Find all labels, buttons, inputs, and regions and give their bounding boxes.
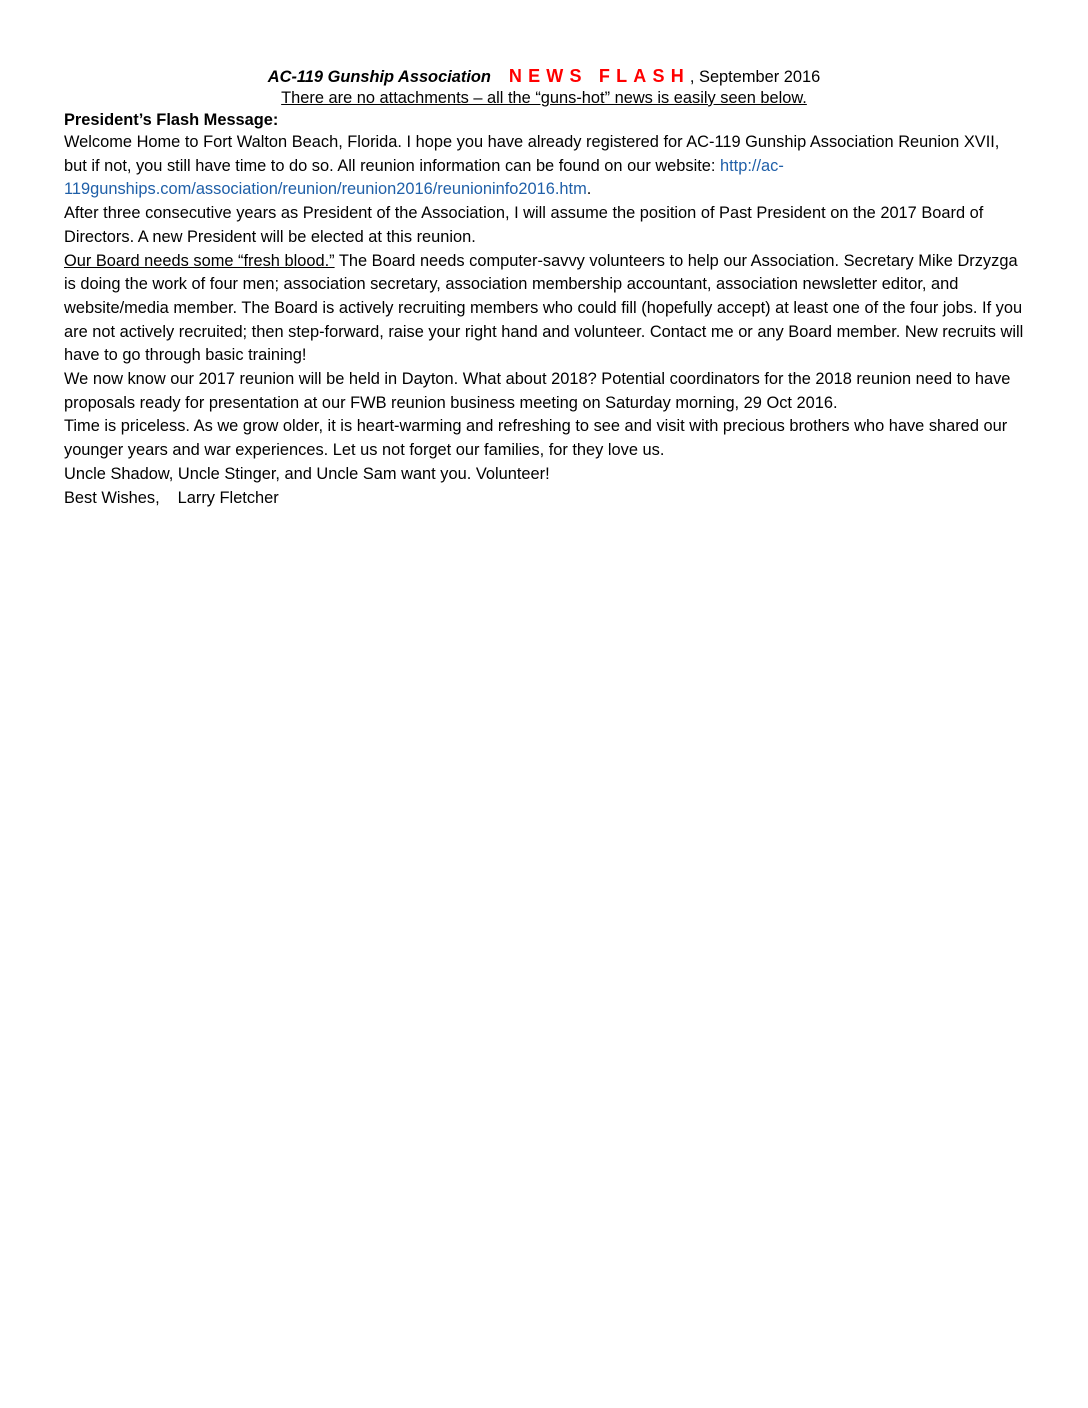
- fresh-blood-paragraph: [64, 250, 1024, 369]
- newsletter-page: [64, 65, 1024, 510]
- sign-off: [64, 487, 1024, 511]
- association-name: AC-119 Gunship Association: [267, 68, 491, 86]
- fresh-blood-text: The Board needs computer-savvy volunteers to help our Association. Secretary Mike Drzyzga is doing the work of four men; association secretary, association membership accountant, association newsletter editor, and website/media member. The Board is actively recruiting members who could fill (hopefully accept) at least one of the four jobs. If you are not actively recruited; then step-forward, raise your right hand and volunteer. Contact me or any Board member. New recruits will have to go through basic training!: [64, 251, 1024, 365]
- closing: Best Wishes,: [64, 488, 160, 507]
- fresh-blood-heading: Our Board needs some “fresh blood.”: [64, 251, 335, 270]
- attachments-note: There are no attachments – all the “guns-hot” news is easily seen below.: [281, 89, 807, 107]
- future-reunions-paragraph: We now know our 2017 reunion will be held in Dayton. What about 2018? Potential coordinators for the 2018 reunion need to have proposals ready for presentation at our FWB reunion business meeting on Saturday morning, 29 Oct 2016.: [64, 370, 1011, 412]
- newsletter-title: [64, 65, 1024, 88]
- volunteer-paragraph: Uncle Shadow, Uncle Stinger, and Uncle Sam want you. Volunteer!: [64, 464, 550, 483]
- welcome-paragraph: [64, 131, 1024, 202]
- welcome-text: Welcome Home to Fort Walton Beach, Florida. I hope you have already registered for AC-119 Gunship Association Reunion XVII, but if not, you still have time to do so. All reunion information can be found on our website:: [64, 133, 1000, 175]
- reunion-info-link[interactable]: http://ac-119gunships.com/association/reunion/reunion2016/reunioninfo2016.htm: [64, 156, 784, 199]
- news-flash-label: NEWS FLASH: [508, 66, 690, 86]
- signature: Larry Fletcher: [177, 488, 279, 507]
- message-heading: President’s Flash Message:: [64, 111, 279, 129]
- past-president-paragraph: After three consecutive years as President of the Association, I will assume the position of Past President on the 2017 Board of Directors. A new President will be elected at this reunion.: [64, 204, 984, 246]
- issue-date: , September 2016: [689, 68, 821, 86]
- welcome-period: .: [586, 180, 592, 199]
- priceless-paragraph: Time is priceless. As we grow older, it is heart-warming and refreshing to see and visit with precious brothers who have shared our younger years and war experiences. Let us not forget our families, for they love us.: [64, 417, 1008, 460]
